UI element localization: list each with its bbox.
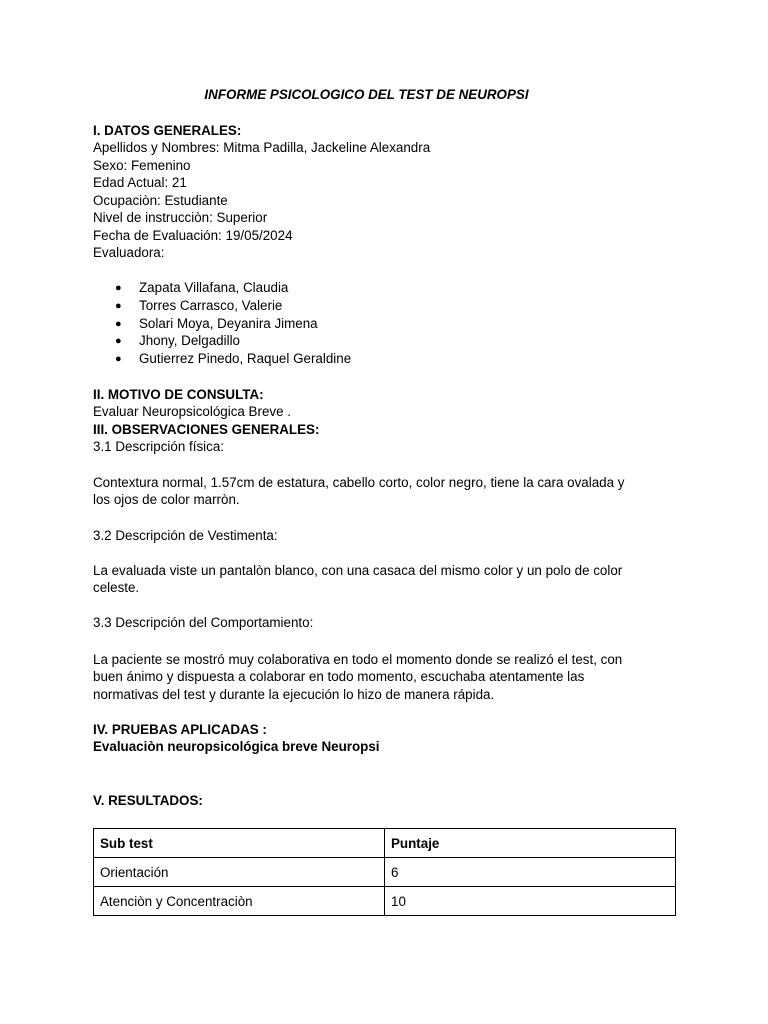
document-title: INFORME PSICOLOGICO DEL TEST DE NEUROPSI — [204, 87, 529, 102]
observaciones-heading: III. OBSERVACIONES GENERALES: — [93, 422, 320, 437]
list-item: Torres Carrasco, Valerie — [139, 298, 283, 313]
motivo-text: Evaluar Neuropsicológica Breve . — [93, 404, 291, 419]
list-item: Gutierrez Pinedo, Raquel Geraldine — [139, 351, 352, 366]
nombres-field: Apellidos y Nombres: Mitma Padilla, Jackeline Alexandra — [93, 140, 431, 155]
datos-generales-heading: I. DATOS GENERALES: — [93, 123, 242, 138]
vestimenta-text-line: La evaluada viste un pantalòn blanco, con una casaca del mismo color y un polo de color — [93, 563, 623, 578]
comportamiento-text-line: buen ánimo y dispuesta a colaborar en todo momento, escuchaba atentamente las — [93, 669, 585, 684]
ocupacion-field: Ocupaciòn: Estudiante — [93, 193, 228, 208]
comportamiento-heading: 3.3 Descripción del Comportamiento: — [93, 615, 314, 630]
table-cell-subtest: Atenciòn y Concentraciòn — [94, 887, 385, 916]
bullet-icon: ● — [115, 335, 122, 347]
table-header-row — [94, 829, 676, 858]
evaluadora-label: Evaluadora: — [93, 245, 165, 260]
table-cell-puntaje: 6 — [385, 858, 676, 887]
sexo-field: Sexo: Femenino — [93, 158, 191, 173]
list-item: Zapata Villafana, Claudia — [139, 280, 289, 295]
table-cell-subtest: Orientación — [94, 858, 385, 887]
resultados-table — [93, 828, 676, 916]
table-row — [94, 887, 676, 916]
motivo-heading: II. MOTIVO DE CONSULTA: — [93, 387, 264, 402]
edad-field: Edad Actual: 21 — [93, 175, 187, 190]
list-item: Jhony, Delgadillo — [139, 333, 240, 348]
fisica-heading: 3.1 Descripción física: — [93, 439, 224, 454]
vestimenta-text-line: celeste. — [93, 580, 140, 595]
column-header-puntaje: Puntaje — [385, 829, 676, 858]
bullet-icon: ● — [115, 353, 122, 365]
pruebas-heading: IV. PRUEBAS APLICADAS : — [93, 722, 267, 737]
table-row — [94, 858, 676, 887]
fisica-text-line: Contextura normal, 1.57cm de estatura, cabello corto, color negro, tiene la cara ovalada y — [93, 475, 625, 490]
comportamiento-text-line: La paciente se mostró muy colaborativa en todo el momento donde se realizó el test, con — [93, 652, 623, 667]
fecha-field: Fecha de Evaluación: 19/05/2024 — [93, 228, 293, 243]
bullet-icon: ● — [115, 300, 122, 312]
nivel-field: Nivel de instrucciòn: Superior — [93, 210, 268, 225]
bullet-icon: ● — [115, 282, 122, 294]
list-item: Solari Moya, Deyanira Jimena — [139, 316, 318, 331]
bullet-icon: ● — [115, 318, 122, 330]
pruebas-text: Evaluaciòn neuropsicológica breve Neuropsi — [93, 739, 380, 754]
fisica-text-line: los ojos de color marròn. — [93, 492, 240, 507]
resultados-heading: V. RESULTADOS: — [93, 793, 203, 808]
comportamiento-text-line: normativas del test y durante la ejecución lo hizo de manera rápida. — [93, 687, 495, 702]
column-header-subtest: Sub test — [94, 829, 385, 858]
table-cell-puntaje: 10 — [385, 887, 676, 916]
vestimenta-heading: 3.2 Descripción de Vestimenta: — [93, 528, 278, 543]
